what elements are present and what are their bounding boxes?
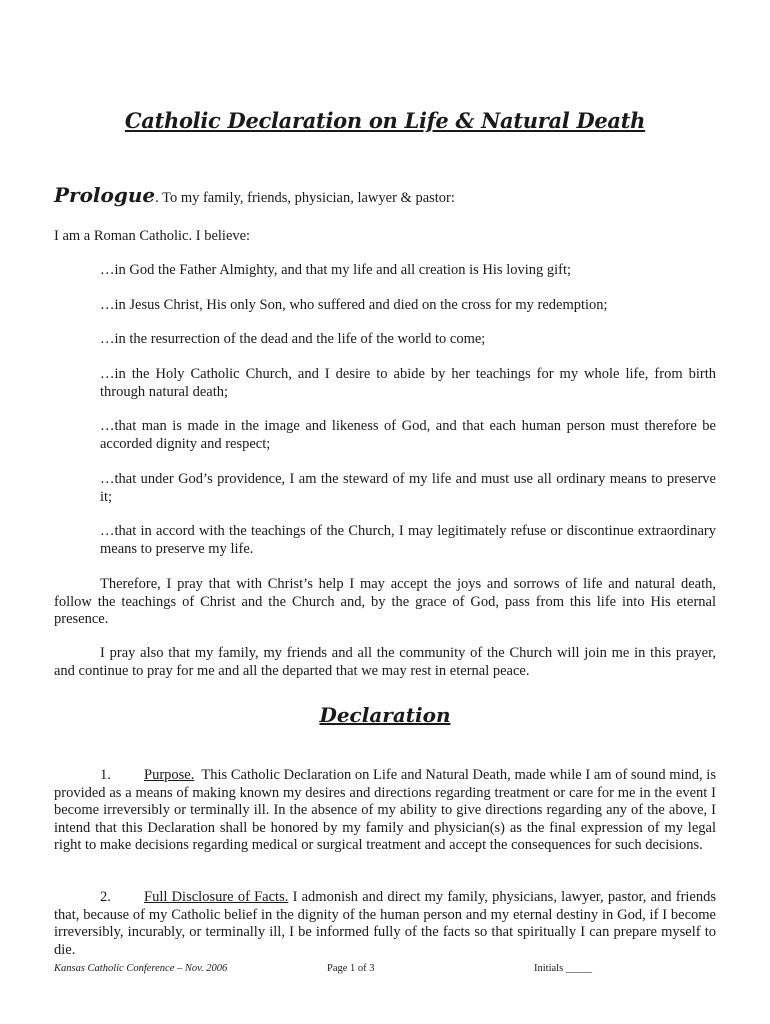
declaration-section-purpose [54,767,716,855]
prologue-address: . To my family, friends, physician, lawyer & pastor: [155,190,455,206]
document-title: Catholic Declaration on Life & Natural Death [124,108,646,133]
prologue-line [54,183,455,207]
section-title: Purpose. [144,767,195,783]
belief-item: …in Jesus Christ, His only Son, who suffered and died on the cross for my redemption; [100,297,608,313]
pray-also-paragraph: I pray also that my family, my friends and all the community of the Church will join me in this prayer, and continue to pray for me and all the departed that we may rest in eternal peace. [54,645,716,679]
section-text: I admonish and direct my family, physicians, lawyer, pastor, and friends that, because of my Catholic belief in the dignity of the human person and my eternal destiny in God, if I become irreversibly, incurably, or terminally ill, I be informed fully of the facts so that spiritually I can prepare myself to die. [54,889,716,958]
section-number: 1. [100,767,111,783]
prologue-heading: Prologue [54,183,156,207]
belief-item: …in God the Father Almighty, and that my life and all creation is His loving gift; [100,262,572,278]
footer-source: Kansas Catholic Conference – Nov. 2006 [54,963,228,974]
section-text: This Catholic Declaration on Life and Natural Death, made while I am of sound mind, is provided as a means of making known my desires and directions regarding treatment or care for me in the event I become irreversibly or terminally ill. In the absence of my ability to give directions regarding any of the above, I intend that this Declaration shall be honored by my family and physician(s) as the final expression of my legal right to make decisions regarding medical or surgical treatment and accept the consequences for such decisions. [54,767,716,853]
belief-item: …in the resurrection of the dead and the life of the world to come; [100,331,486,347]
section-title: Full Disclosure of Facts. [144,889,289,905]
belief-item: …that man is made in the image and likeness of God, and that each human person must therefore be accorded dignity and respect; [100,418,716,452]
declaration-section-disclosure [54,889,716,959]
belief-item: …that under God’s providence, I am the steward of my life and must use all ordinary means to preserve it; [100,471,716,505]
belief-intro: I am a Roman Catholic. I believe: [54,228,251,244]
footer-page-number: Page 1 of 3 [327,963,375,974]
belief-item: …that in accord with the teachings of the Church, I may legitimately refuse or discontinue extraordinary means to preserve my life. [100,523,716,557]
footer-initials: Initials _____ [534,963,593,974]
section-number: 2. [100,889,111,905]
belief-item: …in the Holy Catholic Church, and I desire to abide by her teachings for my whole life, from birth through natural death; [100,366,716,400]
declaration-heading: Declaration [319,703,451,727]
therefore-paragraph: Therefore, I pray that with Christ’s help I may accept the joys and sorrows of life and natural death, follow the teachings of Christ and the Church and, by the grace of God, pass from this life into His eternal presence. [54,576,716,627]
